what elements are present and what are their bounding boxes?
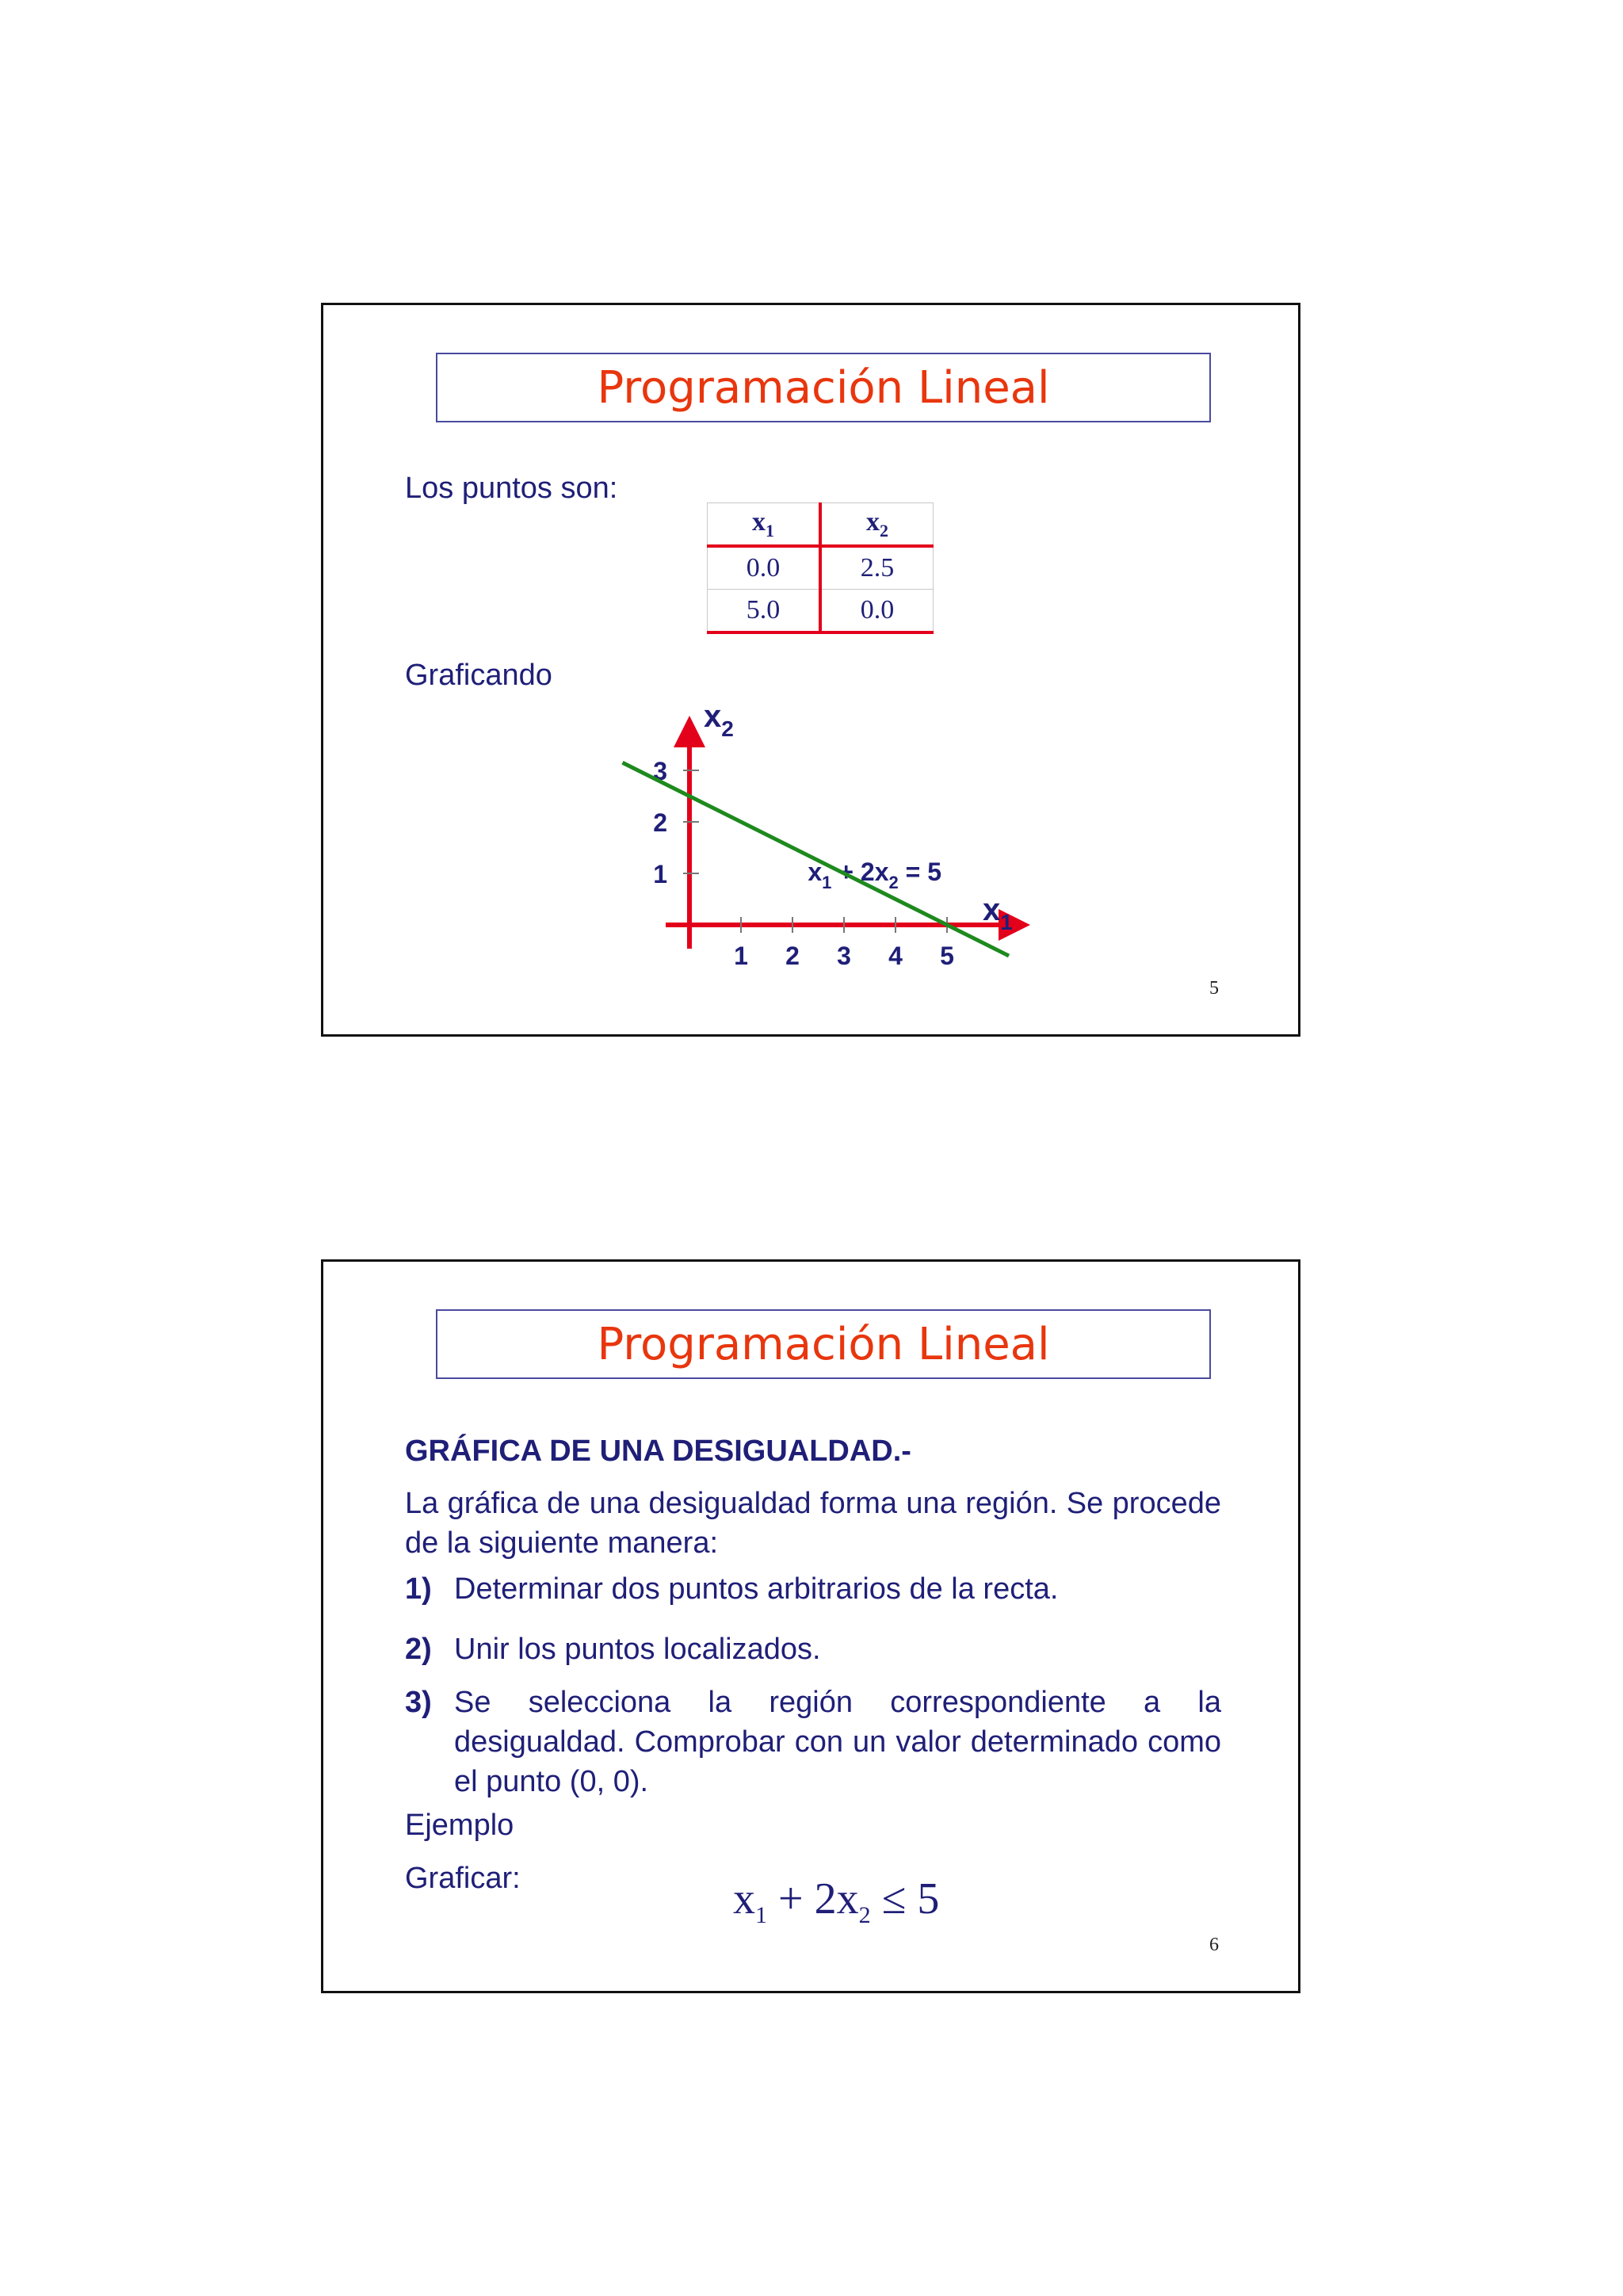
inequality-formula: $x_1 + 2x_2 \le 5$ xyxy=(733,1874,940,1929)
step-item xyxy=(405,1569,1221,1609)
example-label: Ejemplo xyxy=(405,1809,514,1842)
page-number: 5 xyxy=(1209,978,1219,999)
x-tick-label: 3 xyxy=(837,942,851,970)
y-tick-label: 1 xyxy=(653,860,667,888)
step-item xyxy=(405,1683,1221,1801)
y-axis-label: $x_2$ xyxy=(704,701,734,741)
points-intro: Los puntos son: xyxy=(405,472,618,505)
x-tick-label: 2 xyxy=(785,942,800,970)
step-number: 1) xyxy=(405,1572,432,1606)
step-text: Unir los puntos localizados. xyxy=(454,1633,821,1666)
table-cell: 5.0 xyxy=(708,590,821,633)
x-tick-label: 1 xyxy=(734,942,748,970)
step-text: Determinar dos puntos arbitrarios de la recta. xyxy=(454,1572,1059,1606)
step-number: 2) xyxy=(405,1633,432,1666)
intro-paragraph: La gráfica de una desigualdad forma una región. Se procede de la siguiente manera: xyxy=(405,1487,1221,1560)
section-heading: GRÁFICA DE UNA DESIGUALDAD.- xyxy=(405,1435,911,1468)
x-tick-label: 5 xyxy=(940,942,954,970)
line-chart xyxy=(601,701,1044,987)
table-row xyxy=(708,590,934,633)
graph-label: Graficando xyxy=(405,659,552,692)
table-cell: 0.0 xyxy=(708,546,821,590)
slide-title: Programación Lineal xyxy=(597,1318,1050,1370)
y-tick-label: 3 xyxy=(653,757,667,785)
x-tick-label: 4 xyxy=(888,942,903,970)
line-equation-label: $x_1 + 2x_2 = 5$ xyxy=(808,858,941,892)
slide-6 xyxy=(321,1259,1300,1993)
points-table xyxy=(707,502,934,634)
y-axis-arrow xyxy=(674,716,705,747)
step-number: 3) xyxy=(405,1686,432,1719)
step-item xyxy=(405,1629,1221,1669)
page-number: 6 xyxy=(1209,1935,1219,1955)
step-text: Se selecciona la región correspondiente a la desigualdad. Comprobar con un valor determinado como el punto (0, 0). xyxy=(454,1686,1221,1798)
header-x1: $x_1$ xyxy=(708,503,821,547)
y-tick-label: 2 xyxy=(653,808,667,837)
header-x2: $x_2$ xyxy=(820,503,934,547)
slide-title: Programación Lineal xyxy=(597,361,1050,414)
graph-label: Graficar: xyxy=(405,1862,521,1895)
table-header-row xyxy=(708,503,934,547)
x-axis-label: $x_1$ xyxy=(983,892,1013,934)
table-cell: 2.5 xyxy=(820,546,934,590)
slide-title-box xyxy=(436,353,1211,422)
table-cell: 0.0 xyxy=(820,590,934,633)
slide-title-box xyxy=(436,1309,1211,1379)
table-row xyxy=(708,546,934,590)
slide-5 xyxy=(321,303,1300,1037)
